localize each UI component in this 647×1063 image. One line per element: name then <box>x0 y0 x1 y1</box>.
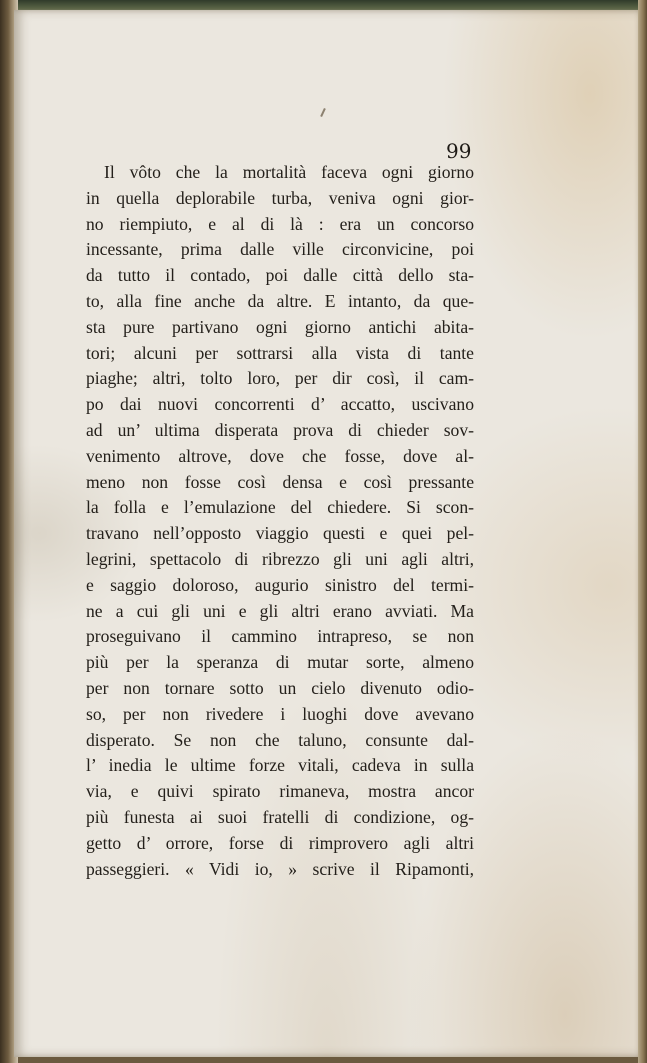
text-line: la folla e l’emulazione del chiedere. Si scon- <box>86 497 474 518</box>
text-line: legrini, spettacolo di ribrezzo gli uni agli altri, <box>86 548 474 569</box>
text-line: so, per non rivedere i luoghi dove avevano <box>86 703 474 724</box>
text-line: getto d’ orrore, forse di rimprovero agli altri <box>86 832 474 853</box>
text-line: po dai nuovi concorrenti d’ accatto, uscivano <box>86 394 474 415</box>
page-number: 99 <box>446 139 472 163</box>
text-line: piaghe; altri, tolto loro, per dir così, il cam- <box>86 368 474 389</box>
text-line: da tutto il contado, poi dalle città dello sta- <box>86 265 474 286</box>
text-line: tori; alcuni per sottrarsi alla vista di tante <box>86 342 474 363</box>
text-line: incessante, prima dalle ville circonvicine, poi <box>86 239 474 260</box>
text-line: in quella deplorabile turba, veniva ogni gior- <box>86 187 474 208</box>
text-line: sta pure partivano ogni giorno antichi abita- <box>86 316 474 337</box>
body-text <box>86 160 474 882</box>
text-line: proseguivano il cammino intrapreso, se non <box>86 626 474 647</box>
text-line: ne a cui gli uni e gli altri erano avviati. Ma <box>86 600 474 621</box>
text-line: ad un’ ultima disperata prova di chieder sov- <box>86 419 474 440</box>
text-line: passeggieri. « Vidi io, » scrive il Ripamonti, <box>86 858 474 879</box>
text-line: meno non fosse così densa e così pressante <box>86 471 474 492</box>
text-line: Il vôto che la mortalità faceva ogni giorno <box>104 162 474 182</box>
text-line: travano nell’opposto viaggio questi e quei pel- <box>86 523 474 544</box>
text-line: venimento altrove, dove che fosse, dove al- <box>86 445 474 466</box>
text-line: per non tornare sotto un cielo divenuto odio- <box>86 677 474 698</box>
text-line: l’ inedia le ultime forze vitali, cadeva in sulla <box>86 755 474 776</box>
text-line: disperato. Se non che taluno, consunte dal- <box>86 729 474 750</box>
page-edge <box>638 0 647 1063</box>
text-line: to, alla fine anche da altre. E intanto, da que- <box>86 290 474 311</box>
text-line: via, e quivi spirato rimaneva, mostra ancor <box>86 781 474 802</box>
text-line: e saggio doloroso, augurio sinistro del termi- <box>86 574 474 595</box>
text-line: più funesta ai suoi fratelli di condizione, og- <box>86 806 474 827</box>
text-line: no riempiuto, e al di là : era un concorso <box>86 213 474 234</box>
text-line: più per la speranza di mutar sorte, almeno <box>86 652 474 673</box>
